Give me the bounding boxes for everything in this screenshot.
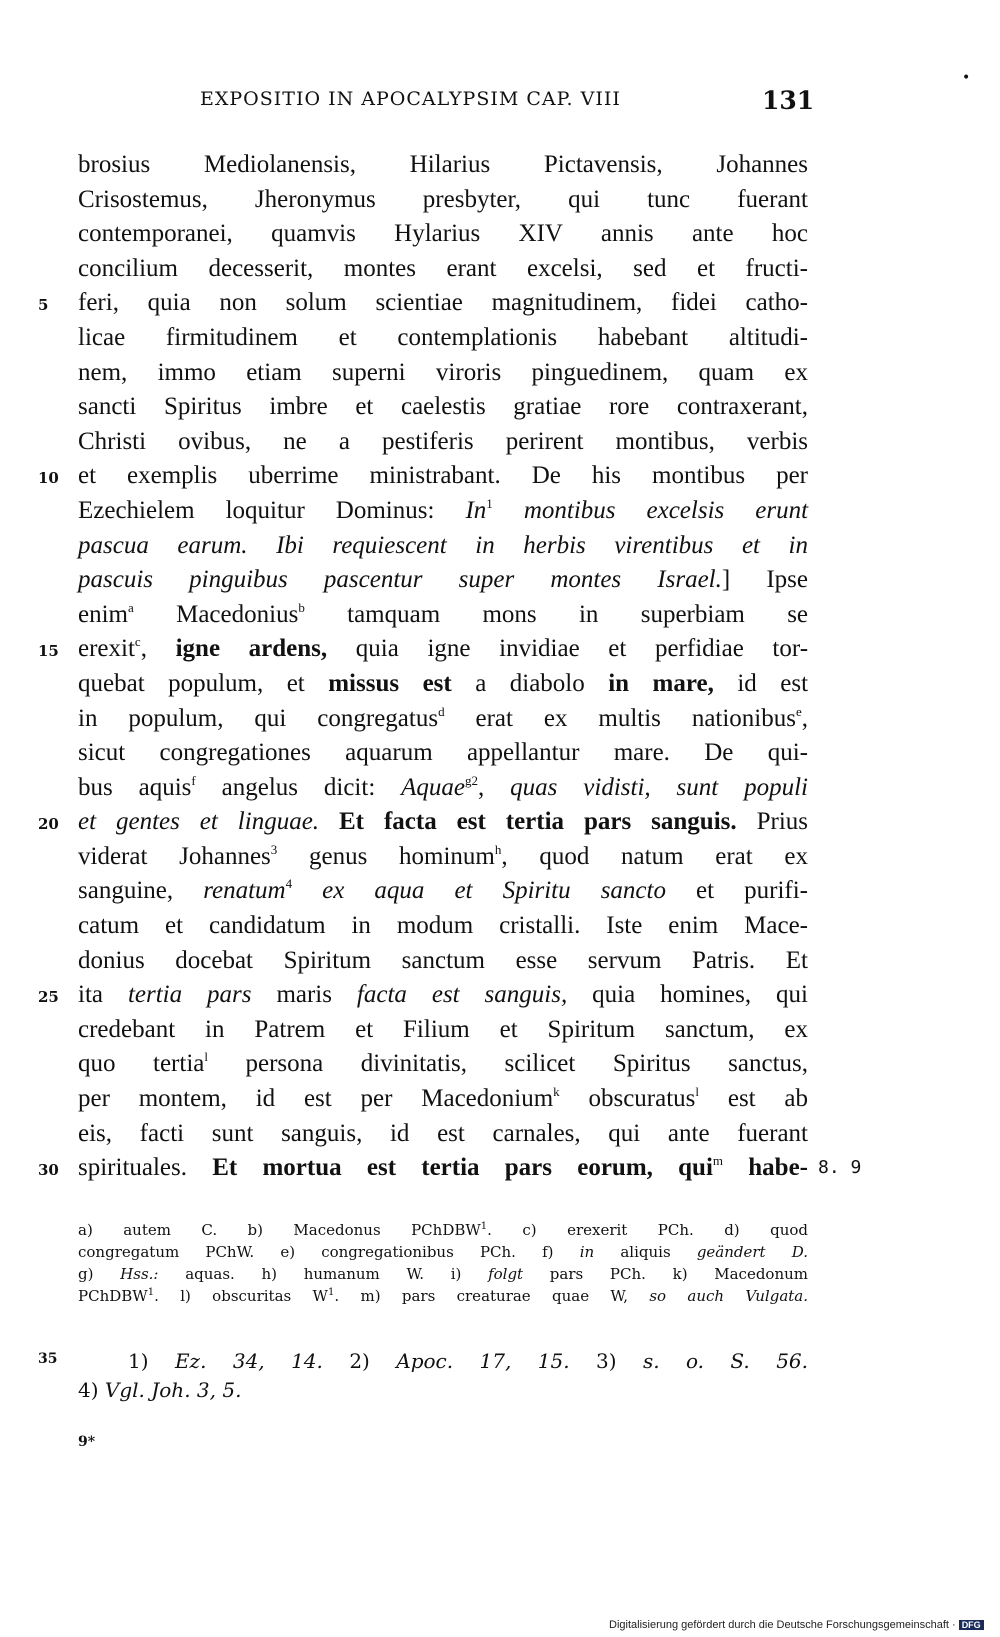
line-text: Ezechielem loquitur Dominus: [78,496,435,524]
text-line [78,252,808,287]
line-number: 5 [38,296,49,315]
text-line [78,494,808,529]
apparatus-entry: . [487,1221,492,1239]
line-number: 35 [38,1351,58,1367]
line-text: Prius [756,808,808,836]
quote-text: Aquae [401,773,466,801]
text-line [78,909,808,944]
text-line [38,805,808,840]
apparatus-entry: l) obscuritas W [180,1287,328,1305]
text-line [78,183,808,218]
apparatus-entry: congregatum PChW. [78,1243,255,1261]
running-title: EXPOSITIO IN APOCALYPSIM CAP. VIII [200,88,621,110]
note-number: 3) [595,1349,617,1373]
text-line [78,1082,808,1117]
text-line [38,1151,862,1186]
note-text: Ez. 34, 14. [174,1349,323,1373]
apparatus-entry: . [334,1287,340,1305]
note-text: Apoc. 17, 15. [396,1349,570,1373]
text-line [78,563,808,598]
quote-text: montibus excelsis erunt [523,496,809,524]
line-text: eis, facti sunt sanguis, id est carnales, qui ante fuerant [78,1119,808,1147]
text-line [78,840,808,875]
apparatus-entry: d) quod [724,1221,808,1239]
line-text: in populum, qui congregatus [78,704,439,732]
line-number: 10 [38,469,59,488]
note-line [38,1347,809,1376]
apparatus-entry: f) [542,1243,554,1261]
line-text: et exemplis uberrime ministrabant. De his montibus per [78,462,808,490]
lemma-text: in mare, [608,669,714,697]
apparatus-entry: e) congregationibus PCh. [280,1243,516,1261]
apparatus-ref: c [134,634,141,650]
credit-text: Digitalisierung gefördert durch die Deutsche Forschungsgemeinschaft · [609,1619,956,1631]
line-text: per montem, id est per Macedonium [78,1085,554,1113]
line-text: Christi ovibus, ne a pestiferis perirent montibus, verbis [78,427,808,455]
line-text: ] Ipse [721,566,808,594]
text-line [78,598,808,633]
line-text: licae firmitudinem et contemplationis habebant altitudi- [78,323,808,351]
apparatus-ref: l [695,1084,700,1100]
line-text: quia igne invidiae et perfidiae tor- [355,635,809,663]
text-line [78,321,808,356]
line-text: Crisostemus, Jheronymus presbyter, qui tunc fuerant [78,185,808,213]
quote-text: pascuis pinguibus pascentur super montes Israel. [78,566,722,594]
lemma-text: missus est [328,669,452,697]
apparatus-entry: so auch Vulgata. [649,1287,809,1305]
dfg-logo-icon: DFG [959,1620,984,1630]
line-text: brosius Mediolanensis, Hilarius Pictavensis, Johannes [78,151,808,178]
apparatus-line [78,1241,808,1263]
apparatus-entry: k) Macedonum [672,1265,808,1283]
line-text: et purifi- [696,877,808,905]
text-line [38,632,809,667]
apparatus-ref: m [712,1153,724,1169]
line-text: maris [276,981,332,1009]
note-text: s. o. S. 56. [642,1349,809,1373]
text-line [78,736,808,771]
line-text: catum et candidatum in modum cristalli. Iste enim Mace- [78,912,808,940]
apparatus-entry: . [154,1287,159,1305]
lemma-text: Et facta est tertia pars sanguis. [339,808,737,836]
apparatus-ref: b [298,599,305,615]
line-text: enim [78,600,128,628]
line-text: viderat Johannes [78,842,271,870]
quote-text: renatum [203,877,286,905]
note-ref: 2 [471,772,479,788]
line-text: erexit [78,635,135,663]
line-number: 20 [38,815,59,834]
line-text: credebant in Patrem et Filium et Spiritum sanctum, ex [78,1015,808,1043]
line-text: sicut congregationes aquarum appellantur mare. De qui- [78,739,808,767]
apparatus-sup: 1 [147,1287,155,1298]
text-line [38,459,808,494]
text-line [38,286,808,321]
line-text: , quod natum erat ex [501,842,809,870]
margin-reference: 8. 9 [818,1157,862,1179]
apparatus-entry: a) autem C. [78,1221,218,1239]
apparatus-entry: aliquis [620,1243,671,1261]
line-text: contemporanei, quamvis Hylarius XIV annis ante hoc [78,220,808,248]
quote-text: In [465,496,487,524]
text-line [78,529,808,564]
quote-text: tertia pars [127,981,252,1009]
note-text: Vgl. Joh. 3, 5. [104,1378,242,1402]
note-ref: 1 [486,495,493,511]
line-text: genus hominum [309,842,495,870]
line-text: angelus dicit: [221,773,376,801]
apparatus-entry: PChDBW [78,1287,148,1305]
apparatus-ref: a [128,599,134,615]
line-number: 30 [38,1161,59,1180]
line-text: erat ex multis nationibus [475,704,796,732]
apparatus-ref: h [494,841,502,857]
apparatus-entry: in [579,1243,595,1261]
apparatus-sup: 1 [327,1287,335,1298]
apparatus-sup: 1 [480,1221,488,1232]
text-line [78,217,808,252]
apparatus-line [78,1219,808,1241]
quote-text: ex aqua et Spiritu sancto [322,877,666,905]
line-text: id est [737,669,809,697]
line-text: quia homines, qui [592,981,808,1009]
apparatus-ref: g [465,772,472,788]
line-text: sancti Spiritus imbre et caelestis gratiae rore contraxerant, [78,393,808,421]
line-text: quo tertia [78,1050,205,1078]
line-text: nem, immo etiam superni viroris pinguedinem, quam ex [78,358,808,386]
text-line [78,667,808,702]
quote-text: quas vidisti, sunt populi [510,773,808,801]
critical-apparatus [78,1219,808,1307]
text-line [78,1013,808,1048]
line-text: feri, quia non solum scientiae magnitudinem, fidei catho- [78,289,808,317]
apparatus-entry: folgt [488,1265,524,1283]
apparatus-ref: d [438,703,445,719]
line-text: sanguine, [78,877,174,905]
apparatus-ref: k [553,1084,560,1100]
apparatus-entry: h) humanum W. [261,1265,425,1283]
quote-text: et gentes et linguae. [78,808,320,836]
apparatus-entry: aquas. [185,1265,235,1283]
text-line [78,425,808,460]
lemma-text: igne ardens, [175,635,328,663]
text-line [78,356,808,391]
quote-text: pascua earum. Ibi requiescent in herbis virentibus et in [78,531,808,559]
lemma-text: habe- [748,1154,808,1182]
line-text: , [478,773,485,801]
line-text: tamquam mons in superbiam se [347,600,809,628]
apparatus-entry: geändert D. [696,1243,808,1261]
apparatus-entry: pars PCh. [549,1265,646,1283]
text-line [38,978,808,1013]
line-text: a diabolo [475,669,585,697]
text-line [78,390,808,425]
corner-mark: • [962,70,971,86]
lemma-text: Et mortua est tertia pars eorum, qui [212,1154,713,1182]
apparatus-ref: f [191,772,196,788]
line-text: concilium decesserit, montes erant excelsi, sed et fructi- [78,254,808,282]
line-number: 15 [38,642,59,661]
apparatus-entry: i) [450,1265,462,1283]
line-text: donius docebat Spiritum sanctum esse servum Patris. Et [78,946,808,974]
apparatus-line [78,1263,808,1285]
line-text: est ab [727,1085,809,1113]
quote-text: facta est sanguis, [356,981,568,1009]
main-text [38,148,862,1186]
text-line [78,874,808,909]
line-number: 25 [38,988,59,1007]
note-number: 2) [349,1349,370,1373]
text-line [78,702,808,737]
line-text: bus aquis [78,773,192,801]
note-ref: 3 [270,841,278,857]
line-text: , [140,635,147,663]
digitization-credit [609,1619,984,1631]
line-text: ita [78,981,103,1009]
apparatus-entry: Hss.: [120,1265,159,1283]
apparatus-entry: m) pars creaturae quae W, [360,1287,628,1305]
note-number: 4) [78,1378,99,1402]
line-text: obscuratus [588,1085,696,1113]
apparatus-entry: b) Macedonus PChDBW [247,1221,481,1239]
apparatus-entry: c) erexerit PCh. [522,1221,694,1239]
apparatus-ref: l [204,1049,208,1065]
source-notes [38,1347,809,1405]
note-number: 1) [128,1349,149,1373]
page-number: 131 [762,86,815,115]
apparatus-line [78,1285,808,1307]
note-line [78,1376,808,1405]
text-line [78,1117,808,1152]
text-line [78,148,808,183]
line-text: spirituales. [78,1154,188,1182]
text-line [78,771,808,806]
printer-signature: 9* [78,1434,96,1450]
apparatus-entry: g) [78,1265,94,1283]
line-text: persona divinitatis, scilicet Spiritus sanctus, [245,1050,808,1078]
line-text: Macedonius [176,600,299,628]
text-line [78,1047,808,1082]
text-line [78,944,808,979]
line-text: quebat populum, et [78,669,305,697]
line-text: , [801,704,809,732]
apparatus-ref: e [795,703,802,719]
note-ref: 4 [285,876,293,892]
